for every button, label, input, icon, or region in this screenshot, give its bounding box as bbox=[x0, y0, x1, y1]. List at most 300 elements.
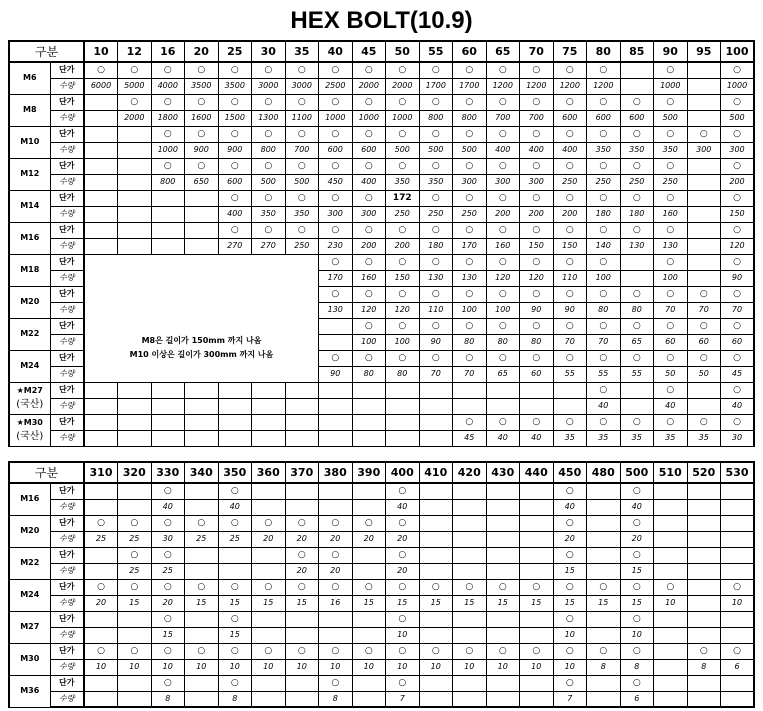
price-cell bbox=[520, 483, 554, 499]
qty-cell bbox=[185, 430, 219, 446]
length-header-cell: 520 bbox=[687, 462, 721, 483]
price-cell: ○ bbox=[687, 350, 721, 366]
qty-cell bbox=[687, 531, 721, 547]
qty-cell bbox=[520, 531, 554, 547]
price-cell bbox=[654, 643, 688, 659]
qty-cell: 350 bbox=[620, 142, 654, 158]
qty-cell: 600 bbox=[553, 110, 587, 126]
price-cell: ○ bbox=[319, 126, 353, 142]
price-label: 단가 bbox=[50, 547, 84, 563]
price-label: 단가 bbox=[50, 483, 84, 499]
price-cell: ○ bbox=[620, 611, 654, 627]
length-header-cell: 10 bbox=[84, 41, 118, 62]
qty-cell: 130 bbox=[419, 270, 453, 286]
qty-cell: 2000 bbox=[352, 78, 386, 94]
price-cell: ○ bbox=[721, 318, 755, 334]
price-row bbox=[9, 254, 754, 270]
qty-cell: 160 bbox=[486, 238, 520, 254]
qty-cell: 800 bbox=[151, 174, 185, 190]
price-cell: ○ bbox=[721, 94, 755, 110]
qty-cell bbox=[687, 627, 721, 643]
price-cell: ○ bbox=[319, 643, 353, 659]
qty-label: 수량 bbox=[50, 627, 84, 643]
price-cell bbox=[84, 611, 118, 627]
qty-cell: 10 bbox=[419, 659, 453, 675]
qty-cell bbox=[118, 627, 152, 643]
price-cell bbox=[352, 483, 386, 499]
price-cell: ○ bbox=[654, 158, 688, 174]
qty-cell bbox=[84, 206, 118, 222]
price-cell: ○ bbox=[520, 94, 554, 110]
length-header-cell: 320 bbox=[118, 462, 152, 483]
price-cell bbox=[687, 382, 721, 398]
qty-cell: 80 bbox=[587, 302, 621, 318]
qty-cell: 20 bbox=[319, 531, 353, 547]
price-cell bbox=[587, 483, 621, 499]
qty-row bbox=[9, 398, 754, 414]
qty-cell bbox=[185, 206, 219, 222]
price-cell: ○ bbox=[553, 222, 587, 238]
price-row bbox=[9, 94, 754, 110]
bolt-size-cell bbox=[9, 611, 50, 643]
price-cell bbox=[352, 611, 386, 627]
price-cell: ○ bbox=[587, 158, 621, 174]
price-cell: ○ bbox=[587, 643, 621, 659]
price-cell bbox=[587, 675, 621, 691]
price-cell bbox=[84, 94, 118, 110]
price-cell bbox=[252, 483, 286, 499]
qty-cell: 350 bbox=[419, 174, 453, 190]
price-cell: ○ bbox=[252, 222, 286, 238]
price-cell bbox=[352, 675, 386, 691]
price-cell bbox=[721, 547, 755, 563]
price-cell bbox=[285, 675, 319, 691]
qty-cell bbox=[520, 691, 554, 707]
price-cell: ○ bbox=[486, 350, 520, 366]
qty-cell bbox=[419, 691, 453, 707]
price-cell: ○ bbox=[84, 643, 118, 659]
qty-cell bbox=[352, 398, 386, 414]
price-cell: ○ bbox=[486, 286, 520, 302]
qty-cell: 6 bbox=[620, 691, 654, 707]
price-cell: ○ bbox=[319, 222, 353, 238]
price-label: 단가 bbox=[50, 94, 84, 110]
bolt-size: M6 bbox=[22, 73, 37, 83]
price-cell bbox=[520, 611, 554, 627]
qty-cell: 200 bbox=[553, 206, 587, 222]
qty-cell: 600 bbox=[587, 110, 621, 126]
length-header-cell: 80 bbox=[587, 41, 621, 62]
qty-cell bbox=[285, 430, 319, 446]
qty-cell: 25 bbox=[185, 531, 219, 547]
price-cell bbox=[687, 611, 721, 627]
price-cell bbox=[118, 222, 152, 238]
price-cell bbox=[453, 382, 487, 398]
qty-cell: 100 bbox=[587, 270, 621, 286]
price-cell: ○ bbox=[453, 254, 487, 270]
price-cell: ○ bbox=[151, 643, 185, 659]
bolt-size-cell bbox=[9, 483, 50, 515]
price-cell: ○ bbox=[419, 254, 453, 270]
qty-cell: 300 bbox=[520, 174, 554, 190]
qty-cell: 170 bbox=[319, 270, 353, 286]
length-header-cell: 75 bbox=[553, 41, 587, 62]
qty-cell bbox=[419, 563, 453, 579]
qty-cell bbox=[721, 691, 755, 707]
price-cell: ○ bbox=[453, 126, 487, 142]
price-cell: ○ bbox=[285, 579, 319, 595]
qty-cell: 20 bbox=[252, 531, 286, 547]
price-cell: ○ bbox=[218, 515, 252, 531]
price-cell: ○ bbox=[721, 382, 755, 398]
qty-cell: 10 bbox=[721, 595, 755, 611]
qty-cell: 80 bbox=[386, 366, 420, 382]
price-cell: ○ bbox=[553, 318, 587, 334]
price-cell bbox=[352, 547, 386, 563]
price-cell bbox=[721, 675, 755, 691]
qty-cell: 8 bbox=[587, 659, 621, 675]
qty-cell bbox=[84, 691, 118, 707]
price-cell: ○ bbox=[553, 94, 587, 110]
qty-cell: 100 bbox=[453, 302, 487, 318]
price-cell bbox=[319, 414, 353, 430]
qty-cell: 120 bbox=[520, 270, 554, 286]
qty-cell: 7 bbox=[386, 691, 420, 707]
header-label: 구분 bbox=[9, 462, 84, 483]
qty-cell: 20 bbox=[553, 531, 587, 547]
qty-cell bbox=[84, 174, 118, 190]
qty-cell: 20 bbox=[620, 531, 654, 547]
qty-cell bbox=[151, 430, 185, 446]
qty-cell: 15 bbox=[252, 595, 286, 611]
price-cell bbox=[185, 414, 219, 430]
qty-cell bbox=[687, 206, 721, 222]
qty-cell: 10 bbox=[453, 659, 487, 675]
price-cell: ○ bbox=[285, 94, 319, 110]
qty-cell: 15 bbox=[587, 595, 621, 611]
price-cell: ○ bbox=[620, 579, 654, 595]
qty-cell: 8 bbox=[319, 691, 353, 707]
price-cell: ○ bbox=[252, 158, 286, 174]
price-cell: ○ bbox=[151, 126, 185, 142]
price-cell: ○ bbox=[687, 414, 721, 430]
price-cell: ○ bbox=[185, 62, 219, 78]
price-cell: ○ bbox=[553, 190, 587, 206]
price-cell: ○ bbox=[486, 126, 520, 142]
qty-label: 수량 bbox=[50, 334, 84, 350]
qty-cell: 100 bbox=[486, 302, 520, 318]
price-cell bbox=[84, 675, 118, 691]
price-cell: ○ bbox=[721, 158, 755, 174]
price-cell: ○ bbox=[151, 515, 185, 531]
qty-cell bbox=[486, 691, 520, 707]
qty-cell bbox=[84, 110, 118, 126]
price-row bbox=[9, 483, 754, 499]
price-cell bbox=[620, 382, 654, 398]
qty-cell: 1000 bbox=[386, 110, 420, 126]
price-cell: ○ bbox=[520, 158, 554, 174]
price-cell: ○ bbox=[151, 547, 185, 563]
price-cell: ○ bbox=[620, 547, 654, 563]
price-cell bbox=[654, 675, 688, 691]
price-cell: ○ bbox=[352, 222, 386, 238]
qty-row bbox=[9, 595, 754, 611]
price-cell: ○ bbox=[654, 254, 688, 270]
price-cell bbox=[721, 611, 755, 627]
qty-cell bbox=[185, 499, 219, 515]
qty-cell bbox=[654, 531, 688, 547]
qty-cell bbox=[185, 691, 219, 707]
qty-cell: 10 bbox=[151, 659, 185, 675]
qty-cell bbox=[118, 398, 152, 414]
qty-cell bbox=[84, 499, 118, 515]
bolt-size: M12 bbox=[20, 169, 40, 178]
price-cell bbox=[486, 483, 520, 499]
qty-cell: 350 bbox=[587, 142, 621, 158]
price-row bbox=[9, 126, 754, 142]
qty-cell: 40 bbox=[386, 499, 420, 515]
qty-cell: 15 bbox=[285, 595, 319, 611]
qty-row bbox=[9, 430, 754, 446]
qty-cell: 80 bbox=[620, 302, 654, 318]
qty-cell: 500 bbox=[453, 142, 487, 158]
price-cell bbox=[721, 483, 755, 499]
price-cell bbox=[587, 611, 621, 627]
qty-cell: 230 bbox=[319, 238, 353, 254]
price-cell bbox=[419, 483, 453, 499]
price-cell: ○ bbox=[419, 579, 453, 595]
price-cell bbox=[687, 62, 721, 78]
qty-cell bbox=[84, 238, 118, 254]
price-cell: ○ bbox=[386, 126, 420, 142]
price-row bbox=[9, 190, 754, 206]
qty-cell: 170 bbox=[453, 238, 487, 254]
qty-cell: 10 bbox=[386, 659, 420, 675]
price-cell: ○ bbox=[218, 190, 252, 206]
qty-cell: 80 bbox=[453, 334, 487, 350]
price-cell: ○ bbox=[620, 414, 654, 430]
bolt-size: M24 bbox=[20, 361, 40, 370]
qty-cell bbox=[252, 430, 286, 446]
qty-cell: 160 bbox=[352, 270, 386, 286]
price-cell: ○ bbox=[352, 515, 386, 531]
price-cell bbox=[84, 222, 118, 238]
length-header-cell: 45 bbox=[352, 41, 386, 62]
price-cell bbox=[218, 414, 252, 430]
bolt-size-cell bbox=[9, 126, 50, 158]
price-cell: ○ bbox=[151, 611, 185, 627]
qty-cell: 40 bbox=[587, 398, 621, 414]
qty-cell: 10 bbox=[84, 659, 118, 675]
price-cell bbox=[84, 126, 118, 142]
price-cell: ○ bbox=[721, 222, 755, 238]
qty-cell bbox=[252, 499, 286, 515]
qty-cell: 10 bbox=[553, 627, 587, 643]
qty-cell bbox=[419, 627, 453, 643]
qty-cell: 1000 bbox=[352, 110, 386, 126]
qty-cell: 15 bbox=[486, 595, 520, 611]
qty-cell: 10 bbox=[352, 659, 386, 675]
qty-cell: 600 bbox=[319, 142, 353, 158]
qty-cell: 60 bbox=[687, 334, 721, 350]
qty-cell: 160 bbox=[654, 206, 688, 222]
price-cell bbox=[319, 382, 353, 398]
price-label: 단가 bbox=[50, 286, 84, 302]
qty-cell bbox=[486, 499, 520, 515]
qty-cell bbox=[118, 499, 152, 515]
qty-cell: 15 bbox=[553, 563, 587, 579]
length-header-cell: 25 bbox=[218, 41, 252, 62]
price-cell bbox=[687, 675, 721, 691]
price-cell: ○ bbox=[553, 286, 587, 302]
length-header-cell: 330 bbox=[151, 462, 185, 483]
price-cell: ○ bbox=[352, 62, 386, 78]
price-cell: ○ bbox=[654, 286, 688, 302]
qty-cell: 350 bbox=[386, 174, 420, 190]
price-cell: ○ bbox=[352, 158, 386, 174]
price-cell: ○ bbox=[285, 126, 319, 142]
qty-label: 수량 bbox=[50, 78, 84, 94]
price-cell: ○ bbox=[453, 62, 487, 78]
price-cell: ○ bbox=[218, 222, 252, 238]
bolt-size: M27 bbox=[20, 622, 40, 631]
price-cell bbox=[419, 382, 453, 398]
price-cell bbox=[151, 190, 185, 206]
price-cell: ○ bbox=[419, 190, 453, 206]
qty-cell: 40 bbox=[620, 499, 654, 515]
price-cell: ○ bbox=[386, 286, 420, 302]
qty-cell: 500 bbox=[252, 174, 286, 190]
bolt-size-cell bbox=[9, 94, 50, 126]
length-header-cell: 390 bbox=[352, 462, 386, 483]
price-cell bbox=[687, 254, 721, 270]
price-label: 단가 bbox=[50, 254, 84, 270]
price-cell bbox=[319, 483, 353, 499]
price-cell: ○ bbox=[486, 62, 520, 78]
qty-cell bbox=[118, 691, 152, 707]
qty-cell: 50 bbox=[654, 366, 688, 382]
price-cell: ○ bbox=[620, 483, 654, 499]
qty-cell bbox=[687, 78, 721, 94]
price-cell: ○ bbox=[419, 350, 453, 366]
price-cell: ○ bbox=[386, 62, 420, 78]
price-row bbox=[9, 62, 754, 78]
bolt-size: M20 bbox=[20, 526, 40, 535]
qty-cell: 20 bbox=[84, 595, 118, 611]
qty-cell: 5000 bbox=[118, 78, 152, 94]
bolt-size-cell bbox=[9, 254, 50, 286]
qty-cell bbox=[654, 691, 688, 707]
qty-cell: 1000 bbox=[654, 78, 688, 94]
price-cell: ○ bbox=[386, 254, 420, 270]
qty-cell bbox=[620, 270, 654, 286]
qty-cell: 10 bbox=[654, 595, 688, 611]
qty-cell bbox=[118, 238, 152, 254]
qty-cell bbox=[419, 531, 453, 547]
qty-cell: 1800 bbox=[151, 110, 185, 126]
qty-cell: 130 bbox=[319, 302, 353, 318]
qty-cell: 250 bbox=[620, 174, 654, 190]
qty-cell: 400 bbox=[486, 142, 520, 158]
price-cell: ○ bbox=[486, 318, 520, 334]
qty-cell: 130 bbox=[620, 238, 654, 254]
price-cell bbox=[453, 515, 487, 531]
qty-cell: 60 bbox=[520, 366, 554, 382]
qty-label: 수량 bbox=[50, 595, 84, 611]
qty-cell: 700 bbox=[486, 110, 520, 126]
price-cell bbox=[419, 675, 453, 691]
qty-cell: 200 bbox=[352, 238, 386, 254]
price-cell: ○ bbox=[654, 350, 688, 366]
bolt-size: M36 bbox=[20, 686, 40, 695]
qty-cell bbox=[486, 398, 520, 414]
price-cell bbox=[687, 158, 721, 174]
qty-cell: 10 bbox=[486, 659, 520, 675]
price-cell: ○ bbox=[620, 318, 654, 334]
price-cell: ○ bbox=[185, 158, 219, 174]
qty-cell: 3500 bbox=[218, 78, 252, 94]
price-cell: ○ bbox=[185, 643, 219, 659]
qty-cell: 35 bbox=[620, 430, 654, 446]
price-cell bbox=[486, 547, 520, 563]
price-cell: ○ bbox=[553, 515, 587, 531]
price-cell: ○ bbox=[553, 611, 587, 627]
price-cell bbox=[319, 611, 353, 627]
qty-cell bbox=[151, 206, 185, 222]
bolt-size: M16 bbox=[20, 233, 40, 242]
qty-cell: 2500 bbox=[319, 78, 353, 94]
bolt-size: M16 bbox=[20, 494, 40, 504]
qty-cell: 350 bbox=[285, 206, 319, 222]
price-cell: ○ bbox=[687, 286, 721, 302]
price-cell: ○ bbox=[654, 222, 688, 238]
price-cell: ○ bbox=[386, 643, 420, 659]
qty-cell: 15 bbox=[185, 595, 219, 611]
price-cell: ○ bbox=[486, 190, 520, 206]
price-label: 단가 bbox=[50, 190, 84, 206]
price-cell: ○ bbox=[486, 94, 520, 110]
length-header-cell: 20 bbox=[185, 41, 219, 62]
qty-cell: 1300 bbox=[252, 110, 286, 126]
qty-cell: 8 bbox=[620, 659, 654, 675]
qty-cell: 90 bbox=[721, 270, 755, 286]
qty-cell bbox=[486, 531, 520, 547]
price-cell: ○ bbox=[620, 515, 654, 531]
qty-cell: 180 bbox=[419, 238, 453, 254]
qty-label: 수량 bbox=[50, 270, 84, 286]
qty-cell: 700 bbox=[520, 110, 554, 126]
qty-cell: 30 bbox=[151, 531, 185, 547]
price-cell bbox=[118, 675, 152, 691]
length-header-cell: 100 bbox=[721, 41, 755, 62]
qty-cell: 1000 bbox=[319, 110, 353, 126]
price-cell: ○ bbox=[453, 94, 487, 110]
price-cell: ○ bbox=[386, 547, 420, 563]
qty-cell bbox=[587, 691, 621, 707]
qty-cell bbox=[185, 563, 219, 579]
bolt-size: M24 bbox=[20, 590, 40, 599]
price-row bbox=[9, 547, 754, 563]
qty-cell bbox=[520, 627, 554, 643]
qty-cell: 10 bbox=[319, 659, 353, 675]
qty-row bbox=[9, 78, 754, 94]
qty-cell: 15 bbox=[151, 627, 185, 643]
price-cell bbox=[285, 611, 319, 627]
qty-cell: 250 bbox=[285, 238, 319, 254]
qty-cell bbox=[118, 206, 152, 222]
qty-cell: 350 bbox=[654, 142, 688, 158]
price-cell: ○ bbox=[553, 158, 587, 174]
